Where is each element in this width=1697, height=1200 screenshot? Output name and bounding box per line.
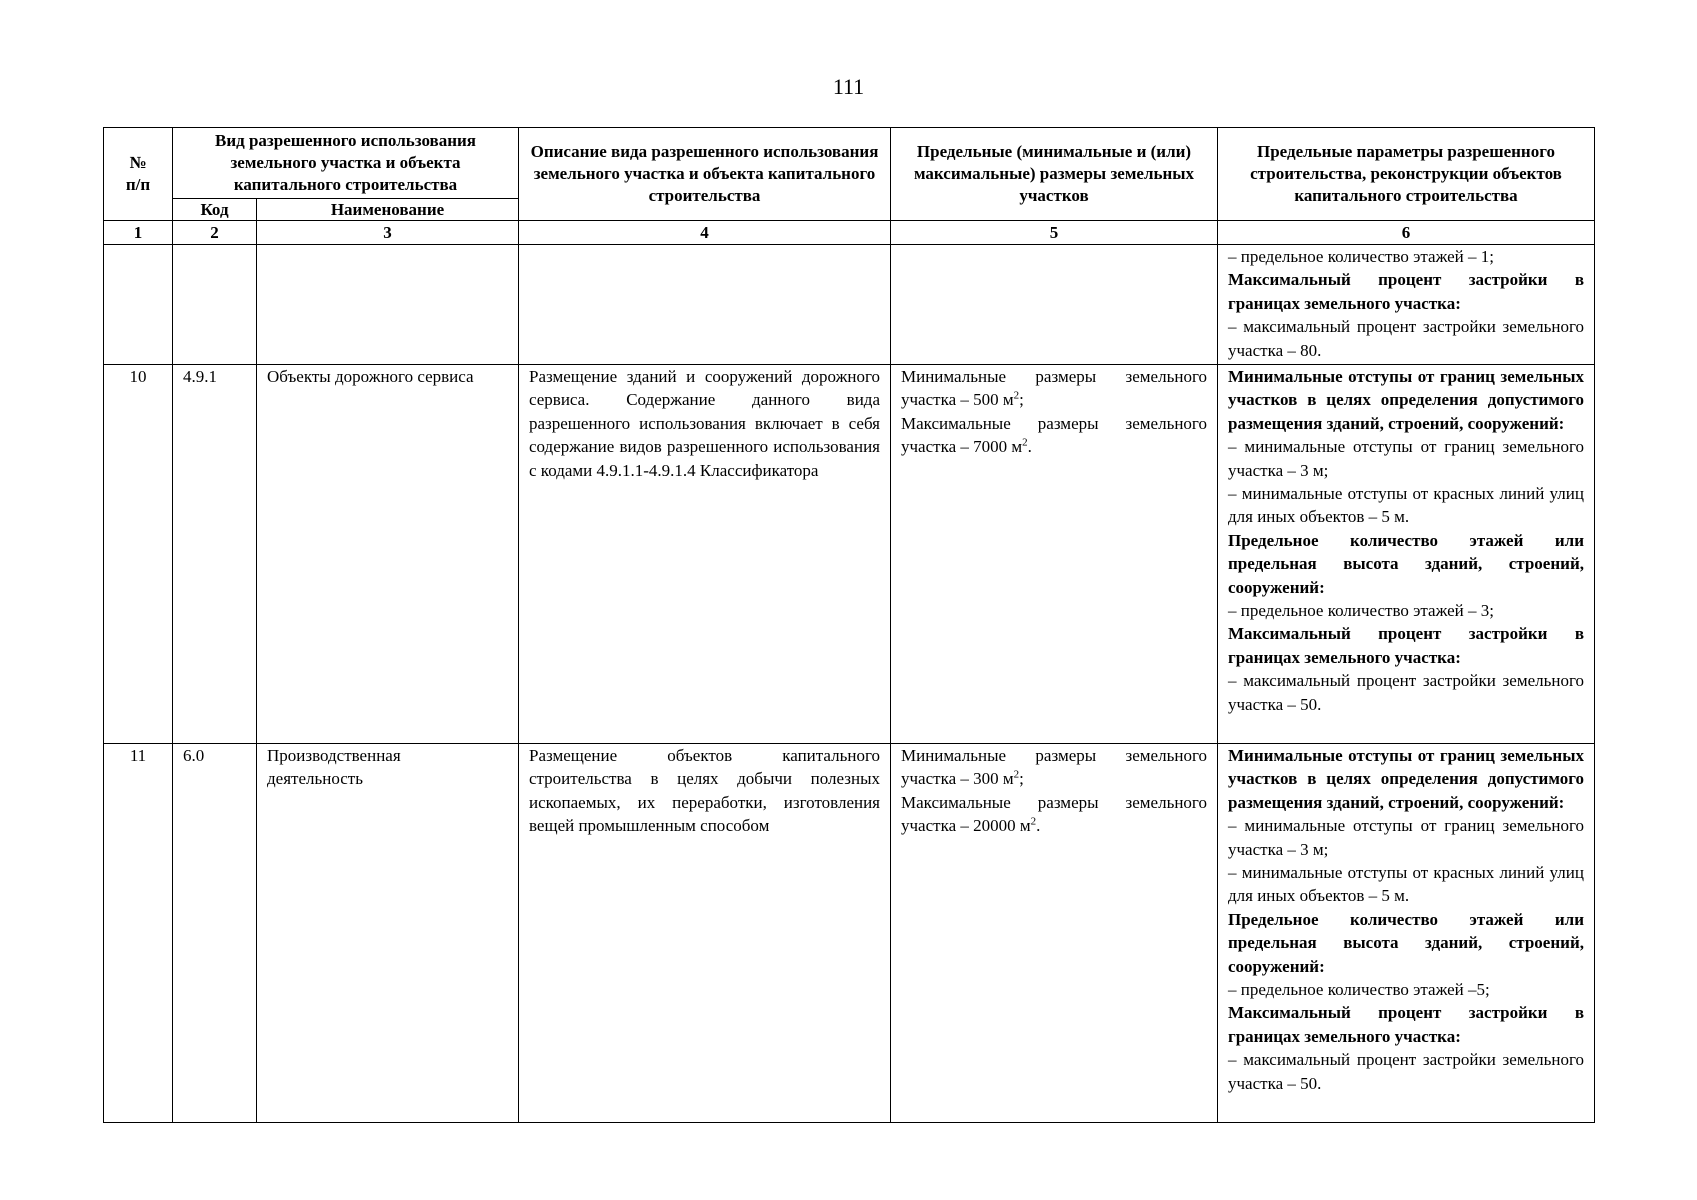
- header-params: Предельные параметры разрешенного строительства, реконструкции объектов капитального строительства: [1218, 128, 1595, 221]
- row-description: Размещение зданий и сооружений дорожного сервиса. Содержание данного вида разрешенного использования включает в себя содержание видов разрешенного использования с кодами 4.9.1.1-4.9.1.4 Классификатора: [519, 365, 891, 744]
- header-description: Описание вида разрешенного использования земельного участка и объекта капитального строительства: [519, 128, 891, 221]
- row-sizes: Минимальные размеры земельного участка – 300 $м^2$; Максимальные размеры земельного участка – 20000 $м^2$.: [891, 744, 1218, 1123]
- row-name: Производственная деятельность: [257, 744, 519, 1123]
- row-sizes: Минимальные размеры земельного участка – 500 $м^2$; Максимальные размеры земельного участка – 7000 $м^2$.: [891, 365, 1218, 744]
- coverage-text: – максимальный процент застройки земельного участка – 50.: [1228, 1050, 1584, 1093]
- indent-item: – минимальные отступы от границ земельного участка – 3 м;: [1228, 437, 1584, 480]
- indent-title: Минимальные отступы от границ земельных участков в целях определения допустимого размещения зданий, строений, сооружений:: [1228, 746, 1584, 812]
- column-numbers-row: [104, 221, 1595, 245]
- column-number: 1: [104, 221, 173, 245]
- row-code: 6.0: [173, 744, 257, 1123]
- column-number: 5: [891, 221, 1218, 245]
- page-number: 111: [832, 74, 865, 99]
- table-row-continued: [104, 245, 1595, 365]
- header-code: Код: [173, 199, 257, 221]
- column-number: 4: [519, 221, 891, 245]
- table-row: [104, 744, 1595, 1123]
- indent-item: – минимальные отступы от красных линий улиц для иных объектов – 5 м.: [1228, 863, 1584, 906]
- row-name: Объекты дорожного сервиса: [257, 365, 519, 744]
- header-sizes: Предельные (минимальные и (или) максимальные) размеры земельных участков: [891, 128, 1218, 221]
- params-cell: [1218, 245, 1595, 365]
- indent-item: – минимальные отступы от границ земельного участка – 3 м;: [1228, 816, 1584, 859]
- table-row: [104, 365, 1595, 744]
- coverage-title: Максимальный процент застройки в границах земельного участка:: [1228, 1003, 1584, 1046]
- header-row: [104, 128, 1595, 199]
- size-max: Максимальные размеры земельного участка – 20000 м: [901, 792, 1207, 836]
- indent-item: – минимальные отступы от красных линий улиц для иных объектов – 5 м.: [1228, 484, 1584, 527]
- floors-text: – предельное количество этажей –5;: [1228, 980, 1490, 1000]
- indent-title: Минимальные отступы от границ земельных участков в целях определения допустимого размещения зданий, строений, сооружений:: [1228, 367, 1584, 433]
- header-group: Вид разрешенного использования земельного участка и объекта капитального строительства: [173, 128, 519, 199]
- coverage-title: Максимальный процент застройки в границах земельного участка:: [1228, 270, 1584, 313]
- row-description: Размещение объектов капитального строительства в целях добычи полезных ископаемых, их переработки, изготовления вещей промышленным способом: [519, 744, 891, 1123]
- size-min: Минимальные размеры земельного участка – 500 м: [901, 367, 1207, 410]
- column-number: 3: [257, 221, 519, 245]
- floors-text: – предельное количество этажей – 3;: [1228, 601, 1494, 621]
- size-max: Максимальные размеры земельного участка – 7000 м: [901, 413, 1207, 457]
- params-cell: [1218, 744, 1595, 1123]
- column-number: 6: [1218, 221, 1595, 245]
- row-number: 10: [104, 365, 173, 744]
- size-min: Минимальные размеры земельного участка – 300 м: [901, 746, 1207, 789]
- row-code: 4.9.1: [173, 365, 257, 744]
- params-cell: [1218, 365, 1595, 744]
- coverage-text: – максимальный процент застройки земельного участка – 80.: [1228, 317, 1584, 360]
- land-use-table: [103, 127, 1595, 1123]
- column-number: 2: [173, 221, 257, 245]
- coverage-title: Максимальный процент застройки в границах земельного участка:: [1228, 624, 1584, 667]
- floors-title: Предельное количество этажей или предельная высота зданий, строений, сооружений:: [1228, 530, 1584, 597]
- row-number: 11: [104, 744, 173, 1123]
- coverage-text: – максимальный процент застройки земельного участка – 50.: [1228, 671, 1584, 714]
- header-name: Наименование: [257, 199, 519, 221]
- floors-title: Предельное количество этажей или предельная высота зданий, строений, сооружений:: [1228, 909, 1584, 976]
- floors-text: – предельное количество этажей – 1;: [1228, 247, 1494, 266]
- header-num: № п/п: [104, 128, 173, 221]
